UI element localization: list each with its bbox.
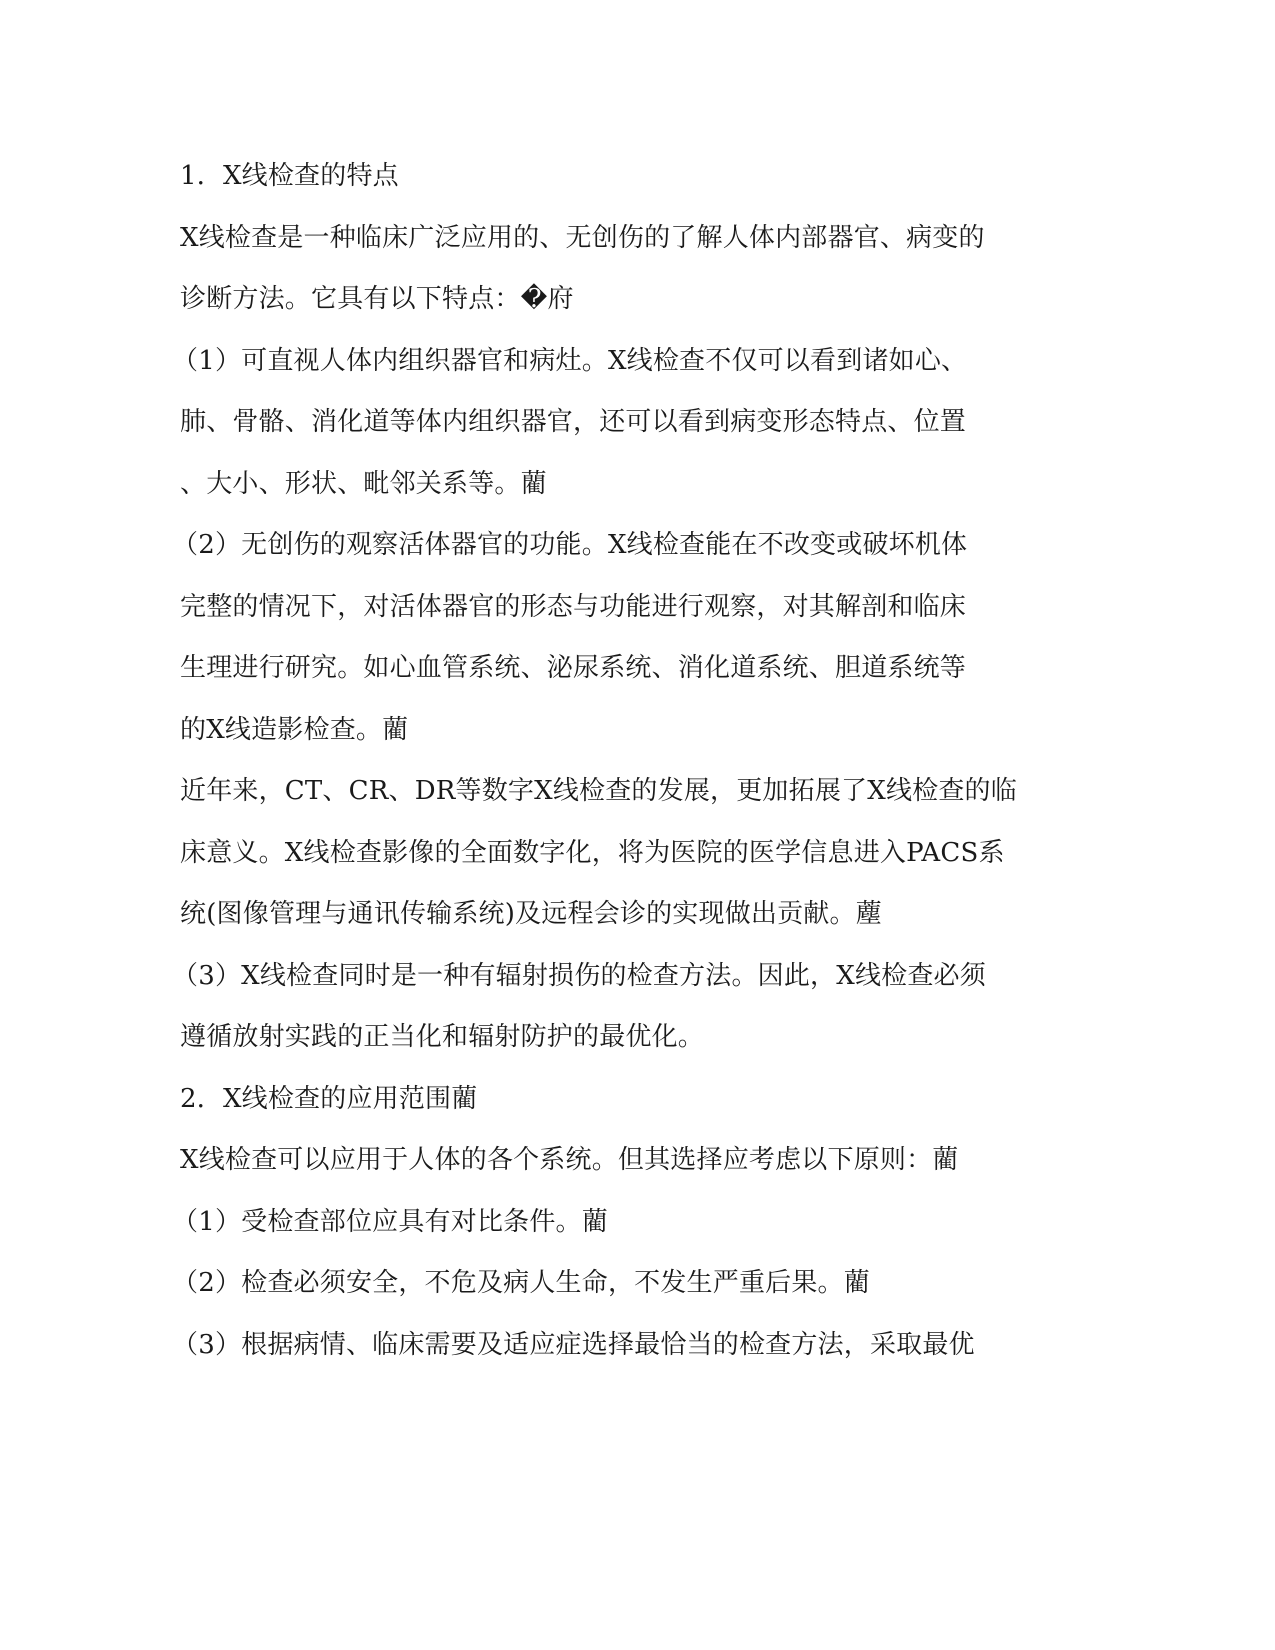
paragraph-line: 、大小、形状、毗邻关系等。藺 xyxy=(180,468,547,499)
paragraph-line: 诊断方法。它具有以下特点：�府 xyxy=(180,284,574,314)
section-heading: 2．X线检查的应用范围藺 xyxy=(180,1083,478,1114)
paragraph-line: （1）可直视人体内组织器官和病灶。X线检查不仅可以看到诸如心、 xyxy=(172,345,968,376)
list-item: （1）受检查部位应具有对比条件。藺 xyxy=(172,1206,608,1237)
section-heading: 1．X线检查的特点 xyxy=(180,161,399,191)
paragraph-line: 完整的情况下，对活体器官的形态与功能进行观察，对其解剖和临床 xyxy=(180,591,967,622)
paragraph-line: 近年来，CT、CR、DR等数字X线检查的发展，更加拓展了X线检查的临 xyxy=(180,776,1017,806)
paragraph-line: 统(图像管理与通讯传输系统)及远程会诊的实现做出贡献。薼 xyxy=(180,899,882,929)
list-item: （2）检查必须安全，不危及病人生命，不发生严重后果。藺 xyxy=(172,1268,870,1298)
paragraph-line: 肺、骨骼、消化道等体内组织器官，还可以看到病变形态特点、位置 xyxy=(180,407,967,437)
document-body xyxy=(172,153,1050,1383)
paragraph-line: 床意义。X线检查影像的全面数字化，将为医院的医学信息进入PACS系 xyxy=(180,837,1005,868)
paragraph-line: （3）X线检查同时是一种有辐射损伤的检查方法。因此，X线检查必须 xyxy=(172,960,986,991)
paragraph-line: X线检查可以应用于人体的各个系统。但其选择应考虑以下原则：藺 xyxy=(180,1145,959,1175)
paragraph-line: 的X线造影检查。藺 xyxy=(180,714,409,745)
paragraph-line: （2）无创伤的观察活体器官的功能。X线检查能在不改变或破坏机体 xyxy=(172,530,968,560)
list-item: （3）根据病情、临床需要及适应症选择最恰当的检查方法，采取最优 xyxy=(172,1329,975,1360)
paragraph-line: 遵循放射实践的正当化和辐射防护的最优化。 xyxy=(180,1022,705,1052)
paragraph-line: 生理进行研究。如心血管系统、泌尿系统、消化道系统、胆道系统等 xyxy=(180,653,967,683)
paragraph-line: X线检查是一种临床广泛应用的、无创伤的了解人体内部器官、病变的 xyxy=(180,222,985,253)
